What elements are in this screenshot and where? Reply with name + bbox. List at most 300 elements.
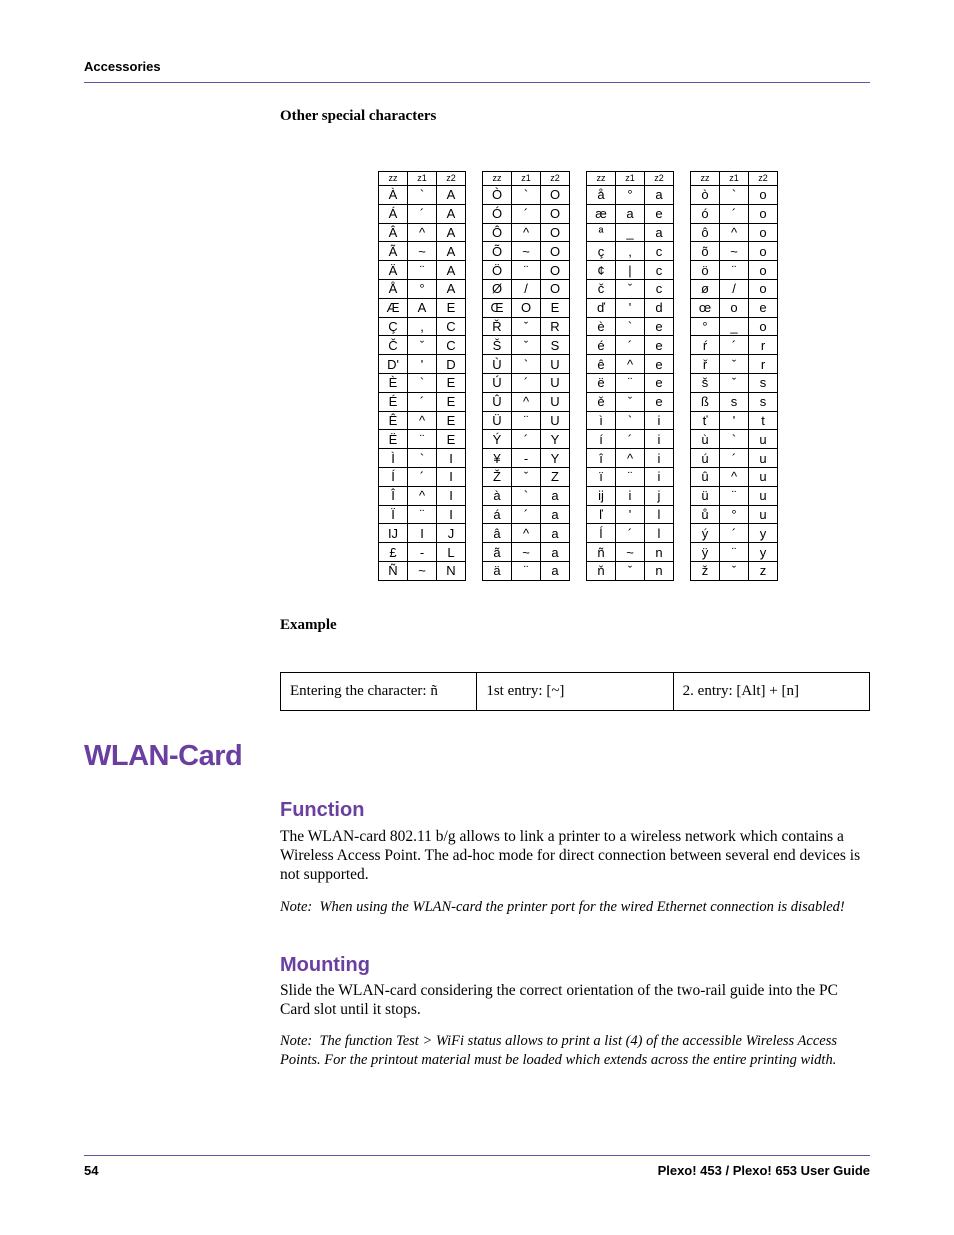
character-cell: , — [408, 317, 437, 336]
character-cell: Ó — [483, 204, 512, 223]
character-cell: ` — [408, 186, 437, 205]
character-row — [587, 317, 674, 336]
column-header: z1 — [408, 172, 437, 186]
character-cell: o — [749, 317, 778, 336]
character-cell: å — [587, 186, 616, 205]
character-cell: - — [408, 543, 437, 562]
character-cell: O — [541, 223, 570, 242]
character-cell: ú — [691, 449, 720, 468]
character-row — [587, 467, 674, 486]
character-row — [691, 317, 778, 336]
character-cell: ç — [587, 242, 616, 261]
character-cell: ¨ — [512, 411, 541, 430]
character-cell: ò — [691, 186, 720, 205]
character-cell: ´ — [720, 524, 749, 543]
character-row — [587, 486, 674, 505]
character-cell: u — [749, 505, 778, 524]
character-table-header — [691, 172, 778, 186]
character-cell: ˇ — [408, 336, 437, 355]
character-row — [587, 298, 674, 317]
character-cell: A — [437, 242, 466, 261]
character-cell: i — [645, 411, 674, 430]
character-cell: ž — [691, 561, 720, 580]
character-cell: ˇ — [616, 561, 645, 580]
character-row — [483, 505, 570, 524]
character-cell: ^ — [408, 223, 437, 242]
character-cell: ^ — [720, 223, 749, 242]
character-row — [691, 242, 778, 261]
character-cell: J — [437, 524, 466, 543]
character-cell: ª — [587, 223, 616, 242]
character-cell: r — [749, 336, 778, 355]
note-ethernet-disabled — [280, 898, 870, 917]
column-header: z2 — [749, 172, 778, 186]
character-cell: ~ — [408, 561, 437, 580]
character-row — [587, 543, 674, 562]
character-cell: ˇ — [512, 317, 541, 336]
character-cell: ´ — [720, 449, 749, 468]
function-heading: Function — [280, 799, 365, 821]
character-cell: ^ — [512, 524, 541, 543]
character-row — [587, 336, 674, 355]
character-cell: ° — [408, 279, 437, 298]
special-characters-heading: Other special characters — [280, 108, 437, 124]
character-cell: Á — [379, 204, 408, 223]
note-text: The function Test > WiFi status allows to print a list (4) of the accessible Wireless Access Points. For the printout material must be loaded which extends across the entire printing width. — [280, 1033, 838, 1068]
character-row — [587, 505, 674, 524]
character-row — [691, 486, 778, 505]
character-row — [691, 430, 778, 449]
character-cell: Y — [541, 430, 570, 449]
example-table — [280, 672, 870, 711]
character-cell: ^ — [512, 223, 541, 242]
character-cell: Õ — [483, 242, 512, 261]
character-row — [691, 411, 778, 430]
character-row — [587, 186, 674, 205]
character-cell: ¨ — [512, 261, 541, 280]
character-cell: ´ — [512, 373, 541, 392]
character-cell: ` — [408, 449, 437, 468]
character-cell: £ — [379, 543, 408, 562]
character-cell: e — [749, 298, 778, 317]
character-cell: o — [749, 261, 778, 280]
character-cell: ^ — [408, 411, 437, 430]
character-cell: Ø — [483, 279, 512, 298]
character-cell: ` — [616, 411, 645, 430]
column-header: zz — [379, 172, 408, 186]
character-row — [483, 186, 570, 205]
character-cell: û — [691, 467, 720, 486]
character-row — [691, 561, 778, 580]
character-cell: e — [645, 336, 674, 355]
character-row — [691, 298, 778, 317]
character-cell: E — [437, 430, 466, 449]
character-cell: ` — [512, 186, 541, 205]
character-cell: u — [749, 430, 778, 449]
character-cell: Ö — [483, 261, 512, 280]
character-cell: ü — [691, 486, 720, 505]
character-cell: o — [720, 298, 749, 317]
character-row — [691, 279, 778, 298]
character-cell: - — [512, 449, 541, 468]
character-cell: ´ — [408, 392, 437, 411]
character-row — [483, 223, 570, 242]
character-cell: Æ — [379, 298, 408, 317]
character-row — [587, 261, 674, 280]
character-cell: i — [616, 486, 645, 505]
character-cell: A — [408, 298, 437, 317]
special-characters-tables — [378, 171, 778, 586]
character-cell: Ç — [379, 317, 408, 336]
character-cell: Ï — [379, 505, 408, 524]
character-row — [483, 486, 570, 505]
character-row — [483, 336, 570, 355]
character-row — [379, 355, 466, 374]
character-cell: à — [483, 486, 512, 505]
page-number: 54 — [84, 1163, 99, 1178]
character-cell: ď — [587, 298, 616, 317]
character-row — [587, 524, 674, 543]
character-row — [483, 355, 570, 374]
character-cell: Î — [379, 486, 408, 505]
character-row — [379, 467, 466, 486]
character-cell: ¥ — [483, 449, 512, 468]
character-cell: ´ — [616, 336, 645, 355]
character-cell: ´ — [512, 430, 541, 449]
character-row — [691, 223, 778, 242]
character-cell: ¢ — [587, 261, 616, 280]
character-cell: Ã — [379, 242, 408, 261]
character-cell: d — [645, 298, 674, 317]
character-cell: E — [437, 411, 466, 430]
character-row — [379, 261, 466, 280]
character-row — [483, 261, 570, 280]
column-header: zz — [483, 172, 512, 186]
character-row — [483, 524, 570, 543]
character-cell: I — [437, 467, 466, 486]
character-cell: é — [587, 336, 616, 355]
character-row — [691, 392, 778, 411]
character-cell: O — [541, 204, 570, 223]
mounting-heading: Mounting — [280, 954, 370, 976]
character-table-3 — [586, 171, 674, 581]
character-cell: ň — [587, 561, 616, 580]
header-rule — [84, 82, 870, 83]
character-row — [483, 298, 570, 317]
character-cell: ¨ — [408, 505, 437, 524]
character-cell: ó — [691, 204, 720, 223]
character-row — [483, 561, 570, 580]
character-cell: Ë — [379, 430, 408, 449]
character-cell: ~ — [512, 242, 541, 261]
character-cell: Ž — [483, 467, 512, 486]
note-label: Note: — [280, 899, 313, 915]
character-row — [379, 392, 466, 411]
character-cell: z — [749, 561, 778, 580]
character-cell: O — [512, 298, 541, 317]
character-cell: ñ — [587, 543, 616, 562]
character-row — [691, 186, 778, 205]
character-row — [379, 242, 466, 261]
character-cell: í — [587, 430, 616, 449]
character-cell: L — [437, 543, 466, 562]
character-row — [587, 392, 674, 411]
character-cell: ľ — [587, 505, 616, 524]
character-cell: ` — [408, 373, 437, 392]
character-cell: ë — [587, 373, 616, 392]
character-cell: ` — [720, 430, 749, 449]
character-row — [587, 561, 674, 580]
character-cell: S — [541, 336, 570, 355]
character-cell: O — [541, 279, 570, 298]
character-cell: _ — [616, 223, 645, 242]
character-cell: y — [749, 524, 778, 543]
character-cell: ´ — [512, 204, 541, 223]
character-cell: e — [645, 355, 674, 374]
character-cell: ° — [720, 505, 749, 524]
character-cell: s — [749, 392, 778, 411]
character-row — [379, 336, 466, 355]
character-cell: t — [749, 411, 778, 430]
character-cell: R — [541, 317, 570, 336]
character-cell: A — [437, 186, 466, 205]
character-cell: l — [645, 524, 674, 543]
character-cell: æ — [587, 204, 616, 223]
character-cell: o — [749, 204, 778, 223]
character-cell: a — [541, 486, 570, 505]
character-cell: À — [379, 186, 408, 205]
guide-title: Plexo! 453 / Plexo! 653 User Guide — [657, 1163, 870, 1178]
character-cell: y — [749, 543, 778, 562]
character-row — [587, 279, 674, 298]
character-cell: ť — [691, 411, 720, 430]
running-header: Accessories — [84, 59, 161, 74]
character-cell: o — [749, 242, 778, 261]
character-cell: ` — [512, 486, 541, 505]
character-cell: ˇ — [720, 561, 749, 580]
character-cell: Í — [379, 467, 408, 486]
character-cell: u — [749, 486, 778, 505]
character-row — [379, 449, 466, 468]
character-cell: o — [749, 279, 778, 298]
character-row — [587, 449, 674, 468]
character-cell: ~ — [616, 543, 645, 562]
character-cell: | — [616, 261, 645, 280]
character-cell: u — [749, 449, 778, 468]
character-row — [691, 505, 778, 524]
character-cell: ´ — [408, 204, 437, 223]
note-label: Note: — [280, 1033, 313, 1049]
character-cell: a — [541, 524, 570, 543]
character-cell: ^ — [720, 467, 749, 486]
character-cell: ´ — [720, 204, 749, 223]
character-row — [587, 242, 674, 261]
character-row — [691, 261, 778, 280]
character-cell: o — [749, 186, 778, 205]
character-cell: u — [749, 467, 778, 486]
character-row — [379, 505, 466, 524]
character-cell: / — [720, 279, 749, 298]
example-row — [281, 673, 870, 711]
character-row — [691, 373, 778, 392]
character-row — [587, 355, 674, 374]
character-cell: ´ — [616, 524, 645, 543]
character-cell: á — [483, 505, 512, 524]
character-cell: Ô — [483, 223, 512, 242]
character-row — [483, 449, 570, 468]
character-cell: Ò — [483, 186, 512, 205]
character-cell: a — [645, 223, 674, 242]
character-cell: š — [691, 373, 720, 392]
character-cell: Ù — [483, 355, 512, 374]
mounting-paragraph: Slide the WLAN-card considering the correct orientation of the two-rail guide into the PC Card slot until it stops. — [280, 982, 838, 1018]
character-cell: e — [645, 392, 674, 411]
character-cell: ' — [616, 298, 645, 317]
character-cell: ` — [512, 355, 541, 374]
character-cell: ˇ — [616, 392, 645, 411]
character-cell: ˇ — [720, 373, 749, 392]
character-cell: A — [437, 261, 466, 280]
example-cell-second-entry: 2. entry: [Alt] + [n] — [673, 673, 869, 711]
column-header: z2 — [541, 172, 570, 186]
character-cell: D — [437, 355, 466, 374]
character-cell: Œ — [483, 298, 512, 317]
character-cell: IJ — [379, 524, 408, 543]
character-row — [483, 392, 570, 411]
character-table-4 — [690, 171, 778, 581]
character-cell: s — [749, 373, 778, 392]
character-cell: E — [437, 298, 466, 317]
character-cell: È — [379, 373, 408, 392]
character-cell: ø — [691, 279, 720, 298]
character-row — [379, 524, 466, 543]
character-cell: U — [541, 411, 570, 430]
example-cell-character: Entering the character: ñ — [281, 673, 477, 711]
character-cell: c — [645, 261, 674, 280]
character-row — [483, 317, 570, 336]
character-row — [691, 467, 778, 486]
character-cell: i — [645, 449, 674, 468]
character-cell: ì — [587, 411, 616, 430]
character-cell: ě — [587, 392, 616, 411]
character-cell: a — [541, 561, 570, 580]
character-cell: e — [645, 204, 674, 223]
character-cell: ˇ — [616, 279, 645, 298]
character-cell: e — [645, 317, 674, 336]
character-row — [379, 430, 466, 449]
character-cell: a — [645, 186, 674, 205]
character-row — [483, 204, 570, 223]
character-cell: ù — [691, 430, 720, 449]
character-cell: ¨ — [408, 430, 437, 449]
character-cell: I — [437, 505, 466, 524]
character-row — [691, 543, 778, 562]
character-cell: j — [645, 486, 674, 505]
character-cell: ^ — [408, 486, 437, 505]
column-header: z1 — [512, 172, 541, 186]
character-cell: c — [645, 242, 674, 261]
character-cell: ´ — [720, 336, 749, 355]
character-cell: ´ — [408, 467, 437, 486]
character-row — [483, 430, 570, 449]
note-text: When using the WLAN-card the printer port for the wired Ethernet connection is disabled! — [319, 899, 845, 915]
character-cell: Å — [379, 279, 408, 298]
wlan-card-title: WLAN-Card — [84, 740, 243, 772]
character-cell: Ř — [483, 317, 512, 336]
character-cell: ö — [691, 261, 720, 280]
character-cell: ä — [483, 561, 512, 580]
character-cell: ô — [691, 223, 720, 242]
character-cell: c — [645, 279, 674, 298]
character-cell: O — [541, 242, 570, 261]
character-row — [379, 186, 466, 205]
character-cell: Û — [483, 392, 512, 411]
character-cell: Ä — [379, 261, 408, 280]
character-row — [379, 317, 466, 336]
column-header: z1 — [616, 172, 645, 186]
function-paragraph: The WLAN-card 802.11 b/g allows to link a printer to a wireless network which contains a Wireless Access Point. The ad-hoc mode for direct connection between several end devices is not supported. — [280, 828, 861, 883]
character-cell: Ý — [483, 430, 512, 449]
character-row — [691, 204, 778, 223]
character-cell: A — [437, 223, 466, 242]
character-row — [587, 411, 674, 430]
character-cell: r — [749, 355, 778, 374]
character-cell: Š — [483, 336, 512, 355]
example-cell-first-entry: 1st entry: [~] — [477, 673, 673, 711]
character-cell: Z — [541, 467, 570, 486]
character-table-2 — [482, 171, 570, 581]
character-cell: a — [541, 543, 570, 562]
character-row — [379, 411, 466, 430]
character-cell: D' — [379, 355, 408, 374]
character-cell: ¨ — [616, 467, 645, 486]
character-cell: ˇ — [720, 355, 749, 374]
character-cell: ^ — [616, 355, 645, 374]
character-cell: ~ — [720, 242, 749, 261]
character-cell: n — [645, 561, 674, 580]
character-cell: ê — [587, 355, 616, 374]
character-cell: U — [541, 355, 570, 374]
character-cell: C — [437, 317, 466, 336]
character-cell: Y — [541, 449, 570, 468]
character-cell: Â — [379, 223, 408, 242]
character-cell: U — [541, 373, 570, 392]
character-cell: A — [437, 204, 466, 223]
character-row — [691, 355, 778, 374]
character-row — [691, 449, 778, 468]
character-cell: ř — [691, 355, 720, 374]
character-row — [587, 430, 674, 449]
character-cell: ° — [691, 317, 720, 336]
character-cell: I — [408, 524, 437, 543]
character-cell: ¨ — [512, 561, 541, 580]
character-cell: Ñ — [379, 561, 408, 580]
character-row — [483, 279, 570, 298]
character-cell: E — [437, 373, 466, 392]
character-cell: ' — [720, 411, 749, 430]
character-cell: l — [645, 505, 674, 524]
character-cell: ¨ — [720, 486, 749, 505]
character-cell: õ — [691, 242, 720, 261]
character-cell: ' — [408, 355, 437, 374]
column-header: z2 — [437, 172, 466, 186]
character-row — [483, 242, 570, 261]
character-cell: ` — [616, 317, 645, 336]
character-cell: _ — [720, 317, 749, 336]
character-cell: Ú — [483, 373, 512, 392]
character-cell: a — [616, 204, 645, 223]
character-cell: ï — [587, 467, 616, 486]
